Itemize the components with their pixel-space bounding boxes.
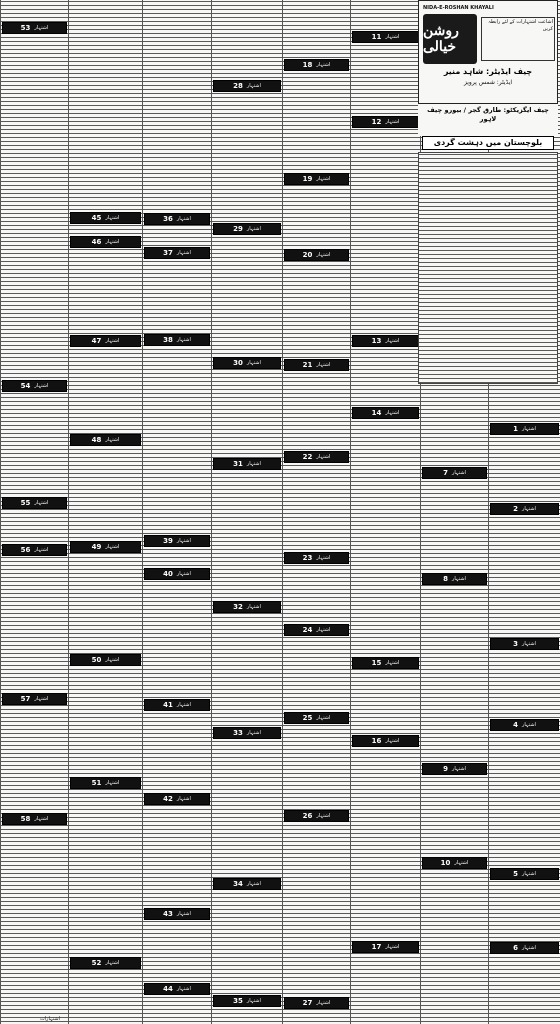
ad-label: اشتہار (34, 25, 49, 31)
ad-label: اشتہار (316, 176, 331, 182)
ad-label: اشتہار (521, 426, 536, 432)
ad-number: 45 (91, 214, 102, 222)
ad-number-header (144, 908, 210, 920)
ad-number: 17 (371, 943, 382, 951)
ad-label: اشتہار (316, 555, 331, 561)
ad-label: اشتہار (316, 1000, 331, 1006)
ad-number: 2 (513, 505, 518, 513)
ad-number-header (352, 735, 419, 747)
column-text (143, 0, 211, 1024)
ad-number-header (70, 335, 141, 347)
ad-number: 19 (302, 175, 313, 183)
ad-label: اشتہار (454, 860, 469, 866)
ad-number: 18 (302, 61, 313, 69)
ad-label: اشتہار (246, 730, 261, 736)
ad-number: 27 (302, 999, 313, 1007)
ad-label: اشتہار (521, 871, 536, 877)
ad-number: 20 (302, 251, 313, 259)
ad-number-header (490, 423, 559, 435)
ad-number: 12 (371, 118, 382, 126)
ad-number-header (70, 434, 141, 446)
ad-label: اشتہار (316, 454, 331, 460)
ad-number-header (2, 22, 67, 34)
ad-number-header (2, 497, 67, 509)
ad-number-header (2, 813, 67, 825)
ad-label: اشتہار (105, 657, 120, 663)
ad-number: 57 (20, 695, 31, 703)
ad-number: 31 (233, 460, 243, 468)
ad-label: اشتہار (105, 780, 120, 786)
ad-number: 11 (371, 33, 382, 41)
column-text (69, 0, 142, 1024)
ad-number-header (352, 941, 419, 953)
ad-label: اشتہار (385, 944, 400, 950)
chief-editor-line: چیف ایڈیٹر: شاہد منیر (443, 67, 533, 76)
ad-label: اشتہار (176, 538, 191, 544)
ad-number-header (352, 31, 419, 43)
ad-number: 52 (91, 959, 102, 967)
ad-number-header (213, 458, 281, 470)
ad-label: اشتہار (246, 360, 261, 366)
ad-number: 23 (302, 554, 313, 562)
ad-number-header (70, 541, 141, 553)
ad-number: 9 (443, 765, 448, 773)
ad-number-header (422, 467, 487, 479)
ad-label: اشتہار (34, 547, 49, 553)
ad-number: 56 (20, 546, 31, 554)
ad-number-header (144, 568, 210, 580)
ad-number: 55 (20, 499, 31, 507)
editorial-body (418, 152, 558, 384)
ad-number: 40 (163, 570, 173, 578)
ad-number: 3 (513, 640, 518, 648)
footer-note: اشتہارات (39, 1016, 60, 1022)
ad-number-header (144, 793, 210, 805)
masthead (418, 0, 558, 104)
ad-number-header (2, 544, 67, 556)
ad-label: اشتہار (521, 641, 536, 647)
chief-executive-line: چیف ایگزیکٹو: طارق گجر / بیورو چیف لاہور (418, 104, 558, 136)
ad-label: اشتہار (385, 410, 400, 416)
ad-label: اشتہار (34, 696, 49, 702)
ad-label: اشتہار (316, 813, 331, 819)
ad-number: 10 (440, 859, 451, 867)
ad-number-header (422, 857, 487, 869)
ad-number: 44 (163, 985, 173, 993)
editor-line: ایڈیٹر: شمس پرویز (463, 79, 513, 86)
ad-number-header (2, 693, 67, 705)
ad-column (68, 0, 142, 1024)
ad-label: اشتہار (105, 544, 120, 550)
ad-number-header (213, 727, 281, 739)
ad-number: 14 (371, 409, 382, 417)
ad-label: اشتہار (105, 960, 120, 966)
ad-number-header (144, 983, 210, 995)
ad-label: اشتہار (105, 437, 120, 443)
ad-label: اشتہار (34, 816, 49, 822)
ad-number-header (144, 334, 210, 346)
ad-label: اشتہار (176, 337, 191, 343)
ad-column (282, 0, 350, 1024)
ad-number: 36 (163, 215, 173, 223)
ad-label: اشتہار (176, 911, 191, 917)
ad-number: 48 (91, 436, 102, 444)
ad-column (142, 0, 211, 1024)
ad-number: 42 (163, 795, 173, 803)
ad-column (350, 0, 420, 1024)
ad-number: 58 (20, 815, 31, 823)
ad-number-header (352, 116, 419, 128)
ad-number: 46 (91, 238, 102, 246)
column-text (1, 0, 68, 1024)
ad-number-header (70, 654, 141, 666)
ad-number-header (213, 80, 281, 92)
ad-number: 6 (513, 944, 518, 952)
newspaper-logo: روشن خیالی (423, 14, 477, 64)
ad-number-header (213, 601, 281, 613)
ad-number: 32 (233, 603, 243, 611)
ad-label: اشتہار (105, 338, 120, 344)
ad-number: 35 (233, 997, 243, 1005)
ad-number: 8 (443, 575, 448, 583)
ad-number-header (70, 777, 141, 789)
ad-label: اشتہار (176, 250, 191, 256)
ad-label: اشتہار (176, 986, 191, 992)
ad-label: اشتہار (105, 215, 120, 221)
ad-number: 7 (443, 469, 448, 477)
ad-number-header (422, 573, 487, 585)
ad-number: 33 (233, 729, 243, 737)
ad-number: 24 (302, 626, 313, 634)
ad-number: 25 (302, 714, 313, 722)
ad-label: اشتہار (451, 576, 466, 582)
ad-label: اشتہار (385, 660, 400, 666)
ad-number-header (352, 407, 419, 419)
ad-number: 30 (233, 359, 243, 367)
ad-number: 15 (371, 659, 382, 667)
ad-number-header (284, 624, 349, 636)
ad-number-header (352, 657, 419, 669)
ad-label: اشتہار (34, 500, 49, 506)
ad-number-header (284, 173, 349, 185)
ad-label: اشتہار (521, 506, 536, 512)
ad-column (0, 0, 68, 1024)
ad-number-header (213, 357, 281, 369)
editorial-title: بلوچستان میں دہشت گردی (422, 136, 554, 150)
ad-number-header (422, 763, 487, 775)
ad-number: 34 (233, 880, 243, 888)
ad-label: اشتہار (451, 766, 466, 772)
ad-label: اشتہار (176, 702, 191, 708)
ad-label: اشتہار (521, 722, 536, 728)
ad-label: اشتہار (246, 881, 261, 887)
ad-label: اشتہار (316, 252, 331, 258)
ad-label: اشتہار (34, 383, 49, 389)
ad-column (211, 0, 282, 1024)
ad-label: اشتہار (385, 119, 400, 125)
ad-number-header (213, 223, 281, 235)
ad-number-header (144, 535, 210, 547)
ad-number: 21 (302, 361, 313, 369)
ad-label: اشتہار (246, 226, 261, 232)
ad-number-header (144, 699, 210, 711)
ad-number: 50 (91, 656, 102, 664)
ad-number-header (284, 997, 349, 1009)
ad-number-header (490, 868, 559, 880)
ad-number-header (2, 380, 67, 392)
ad-label: اشتہار (385, 738, 400, 744)
ad-number: 22 (302, 453, 313, 461)
ad-number: 54 (20, 382, 31, 390)
ad-number-header (213, 995, 281, 1007)
ad-number-header (490, 503, 559, 515)
ad-number-header (284, 552, 349, 564)
ad-number-header (490, 638, 559, 650)
ad-label: اشتہار (451, 470, 466, 476)
ad-number-header (213, 878, 281, 890)
ad-label: اشتہار (176, 796, 191, 802)
masthead-info-box: اشاعت اشتہارات کے لئے رابطہ کریں (481, 17, 555, 61)
ad-number: 16 (371, 737, 382, 745)
column-text (351, 0, 420, 1024)
ad-label: اشتہار (176, 216, 191, 222)
ad-number-header (490, 719, 559, 731)
ad-label: اشتہار (176, 571, 191, 577)
ad-label: اشتہار (316, 62, 331, 68)
ad-number: 1 (513, 425, 518, 433)
ad-number-header (284, 359, 349, 371)
ad-number-header (70, 957, 141, 969)
ad-number: 41 (163, 701, 173, 709)
ad-number: 4 (513, 721, 518, 729)
ad-number-header (352, 335, 419, 347)
ad-label: اشتہار (316, 715, 331, 721)
ad-number-header (284, 810, 349, 822)
ad-label: اشتہار (105, 239, 120, 245)
ad-label: اشتہار (385, 338, 400, 344)
ad-number-header (70, 236, 141, 248)
ad-number: 5 (513, 870, 518, 878)
ad-number: 38 (163, 336, 173, 344)
ad-number: 37 (163, 249, 173, 257)
ad-number-header (284, 712, 349, 724)
ad-label: اشتہار (385, 34, 400, 40)
ad-label: اشتہار (246, 998, 261, 1004)
ad-number-header (70, 212, 141, 224)
ad-number-header (284, 451, 349, 463)
ad-number: 49 (91, 543, 102, 551)
ad-label: اشتہار (316, 627, 331, 633)
ad-number: 26 (302, 812, 313, 820)
ad-number: 51 (91, 779, 102, 787)
column-text (212, 0, 282, 1024)
ad-number: 47 (91, 337, 102, 345)
ad-label: اشتہار (521, 945, 536, 951)
ad-number-header (490, 942, 559, 954)
ad-number: 39 (163, 537, 173, 545)
ad-number-header (284, 249, 349, 261)
ad-number: 28 (233, 82, 243, 90)
masthead-english-name: NIDA-E-ROSHAN KHAYALI (423, 5, 494, 11)
ad-label: اشتہار (246, 83, 261, 89)
ad-number: 29 (233, 225, 243, 233)
ad-label: اشتہار (316, 362, 331, 368)
ad-number: 53 (20, 24, 31, 32)
column-text (283, 0, 350, 1024)
ad-label: اشتہار (246, 461, 261, 467)
ad-number-header (284, 59, 349, 71)
ad-number: 13 (371, 337, 382, 345)
ad-label: اشتہار (246, 604, 261, 610)
ad-number: 43 (163, 910, 173, 918)
ad-number-header (144, 247, 210, 259)
ad-number-header (144, 213, 210, 225)
